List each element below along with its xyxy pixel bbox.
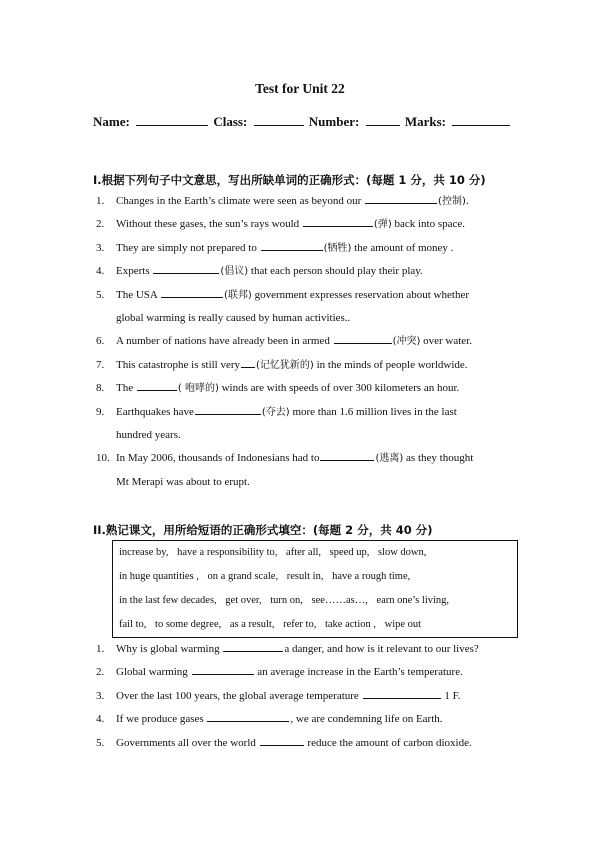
student-info-row — [93, 113, 523, 130]
class-label: Class: — [213, 114, 248, 129]
phrase: turn on, — [270, 595, 303, 606]
answer-blank[interactable] — [207, 711, 289, 722]
phrase: refer to, — [283, 619, 317, 630]
answer-blank[interactable] — [261, 240, 323, 251]
question-item: 5. Governments all over the world reduce the amount of carbon dioxide. — [96, 736, 472, 749]
phrase: have a rough time, — [332, 571, 411, 582]
name-label: Name: — [93, 114, 130, 129]
answer-blank[interactable] — [241, 357, 255, 368]
answer-blank[interactable] — [195, 404, 261, 415]
marks-blank[interactable] — [452, 113, 510, 126]
question-item: 6. A number of nations have already been in armed (冲突) over water. — [96, 335, 472, 348]
question-item: 9. Earthquakes have (夺去) more than 1.6 million lives in the last — [96, 405, 457, 418]
phrase: to some degree, — [155, 619, 222, 630]
question-item: 1. Changes in the Earth’s climate were seen as beyond our (控制). — [96, 195, 470, 207]
answer-blank[interactable] — [363, 688, 441, 699]
phrase-bank — [112, 540, 518, 638]
question-item: 3. They are simply not prepared to (牺牲) the amount of money . — [96, 241, 454, 254]
question-item: 2. Global warming an average increase in the Earth’s temperature. — [96, 666, 463, 679]
number-label: Number: — [308, 114, 360, 129]
answer-blank[interactable] — [260, 735, 304, 746]
section-2-questions — [96, 638, 516, 755]
answer-blank[interactable] — [223, 641, 283, 652]
phrase-row — [113, 565, 517, 589]
name-blank[interactable] — [136, 113, 208, 126]
question-item: 2. Without these gases, the sun’s rays would (弹) back into space. — [96, 218, 466, 231]
section-1-questions — [96, 190, 516, 494]
question-item: 4. If we produce gases , we are condemning life on Earth. — [96, 713, 443, 726]
question-continuation: global warming is really caused by human activities.. — [116, 311, 351, 324]
phrase: on a grand scale, — [207, 571, 279, 582]
answer-blank[interactable] — [320, 450, 374, 461]
phrase: fail to, — [119, 619, 147, 630]
question-item: 8. The ( 咆哮的) winds are with speeds of over 300 kilometers an hour. — [96, 382, 460, 395]
answer-blank[interactable] — [303, 216, 373, 227]
answer-blank[interactable] — [161, 287, 223, 298]
phrase: earn one’s living, — [376, 595, 450, 606]
phrase: as a result, — [229, 619, 275, 630]
phrase: in the last few decades, — [119, 595, 217, 606]
phrase: increase by, — [119, 547, 169, 558]
answer-blank[interactable] — [192, 664, 254, 675]
question-continuation: hundred years. — [116, 428, 181, 441]
phrase: in huge quantities , — [119, 571, 199, 582]
question-continuation: Mt Merapi was about to erupt. — [116, 475, 250, 488]
phrase-row — [113, 541, 517, 565]
phrase-row — [113, 589, 517, 613]
phrase: result in, — [286, 571, 324, 582]
question-item: 10. In May 2006, thousands of Indonesians had to (逃离) as they thought — [96, 452, 474, 465]
phrase-row — [113, 613, 517, 637]
answer-blank[interactable] — [153, 263, 219, 274]
phrase: speed up, — [329, 547, 370, 558]
phrase: get over, — [225, 595, 262, 606]
phrase: wipe out — [384, 619, 422, 630]
page-title: Test for Unit 22 — [255, 81, 345, 96]
phrase: take action , — [324, 619, 376, 630]
section-1-heading: I.根据下列句子中文意思，写出所缺单词的正确形式：(每题 1 分，共 10 分) — [93, 173, 486, 187]
marks-label: Marks: — [404, 114, 446, 129]
question-item: 7. This catastrophe is still very (记忆犹新的) in the minds of people worldwide. — [96, 358, 468, 371]
answer-blank[interactable] — [365, 193, 437, 204]
question-item: 1. Why is global warming a danger, and how is it relevant to our lives? — [96, 643, 479, 655]
answer-blank[interactable] — [334, 333, 392, 344]
phrase: slow down, — [377, 547, 427, 558]
number-blank[interactable] — [366, 113, 400, 126]
phrase: have a responsibility to, — [177, 547, 278, 558]
question-item: 4. Experts (倡议) that each person should play their play. — [96, 265, 423, 278]
phrase: see……as…, — [311, 595, 368, 606]
section-2-heading: II.熟记课文，用所给短语的正确形式填空：(每题 2 分，共 40 分) — [93, 523, 433, 537]
question-item: 3. Over the last 100 years, the global average temperature 1 F. — [96, 689, 461, 702]
answer-blank[interactable] — [137, 380, 177, 391]
class-blank[interactable] — [254, 113, 304, 126]
phrase: after all, — [286, 547, 322, 558]
question-item: 5. The USA (联邦) government expresses reservation about whether — [96, 288, 469, 301]
